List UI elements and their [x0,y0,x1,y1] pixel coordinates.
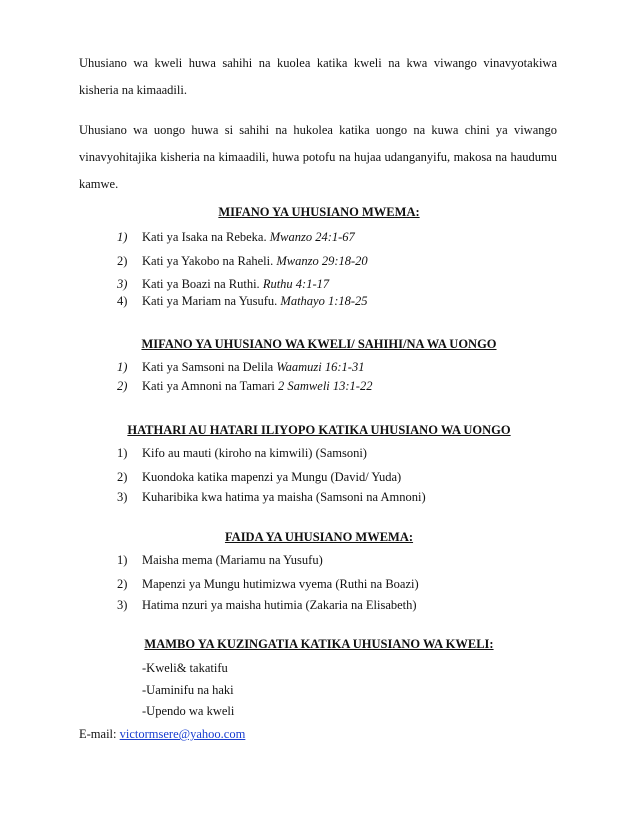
list-item: -Upendo wa kweli [142,704,235,718]
intro-paragraph-2: Uhusiano wa uongo huwa si sahihi na hukolea katika uongo na kuwa chini ya viwango vinavyohitajika kisheria na kimaadili, huwa potofu na hujaa udanganyifu, makosa na haudumu kamwe. [79,123,557,191]
list-item [117,490,426,505]
list-text: Kati ya Isaka na Rebeka. [142,230,267,244]
scripture-reference: Mwanzo 29:18-20 [276,254,368,268]
list-number: 3) [117,598,128,612]
email-label: E-mail: [79,727,117,741]
list-number: 3) [117,277,128,291]
list-text: Kati ya Amnoni na Tamari [142,379,275,393]
list-item [117,230,355,245]
intro-paragraph-1: Uhusiano wa kweli huwa sahihi na kuolea katika kweli na kwa viwango vinavyotakiwa kisheria na kimaadili. [79,56,557,97]
list-number: 1) [117,360,128,374]
list-text: Maisha mema (Mariamu na Yusufu) [142,553,323,567]
section-heading-hatari: HATHARI AU HATARI ILIYOPO KATIKA UHUSIANO WA UONGO [127,423,511,437]
list-text: Kuharibika kwa hatima ya maisha (Samsoni na Amnoni) [142,490,426,504]
list-item: -Uaminifu na haki [142,683,234,697]
section-heading-mambo: MAMBO YA KUZINGATIA KATIKA UHUSIANO WA KWELI: [144,637,494,651]
list-text: Kati ya Mariam na Yusufu. [142,294,278,308]
section-heading-mifano-mwema: MIFANO YA UHUSIANO MWEMA: [218,205,420,219]
list-text: Kifo au mauti (kiroho na kimwili) (Samsoni) [142,446,367,460]
scripture-reference: Waamuzi 16:1-31 [276,360,365,374]
list-number: 2) [117,379,128,393]
list-text: Mapenzi ya Mungu hutimizwa vyema (Ruthi na Boazi) [142,577,419,591]
list-item [117,470,401,485]
list-item [117,360,364,375]
list-item [117,379,372,394]
section-heading-kweli-na-uongo: MIFANO YA UHUSIANO WA KWELI/ SAHIHI/NA WA UONGO [141,337,497,351]
list-number: 2) [117,470,128,484]
list-number: 2) [117,254,128,268]
email-line [79,727,245,742]
list-item [117,553,323,568]
list-number: 1) [117,553,128,567]
list-number: 2) [117,577,128,591]
scripture-reference: 2 Samweli 13:1-22 [278,379,373,393]
scripture-reference: Mathayo 1:18-25 [280,294,368,308]
list-item [117,446,367,461]
list-text: Kati ya Boazi na Ruthi. [142,277,260,291]
list-text: Hatima nzuri ya maisha hutimia (Zakaria na Elisabeth) [142,598,417,612]
list-item [117,577,419,592]
email-link[interactable]: victormsere@yahoo.com [119,727,246,741]
list-item: -Kweli& takatifu [142,661,228,675]
list-text: Kuondoka katika mapenzi ya Mungu (David/ Yuda) [142,470,402,484]
list-number: 1) [117,446,128,460]
list-number: 3) [117,490,128,504]
section-heading-faida: FAIDA YA UHUSIANO MWEMA: [224,530,414,544]
list-number: 4) [117,294,128,308]
list-text: Kati ya Samsoni na Delila [142,360,274,374]
list-item [117,598,417,613]
list-item [117,294,368,309]
scripture-reference: Mwanzo 24:1-67 [269,230,355,244]
list-item [117,277,329,292]
list-text: Kati ya Yakobo na Raheli. [142,254,274,268]
list-number: 1) [117,230,128,244]
list-item [117,254,368,269]
scripture-reference: Ruthu 4:1-17 [262,277,330,291]
